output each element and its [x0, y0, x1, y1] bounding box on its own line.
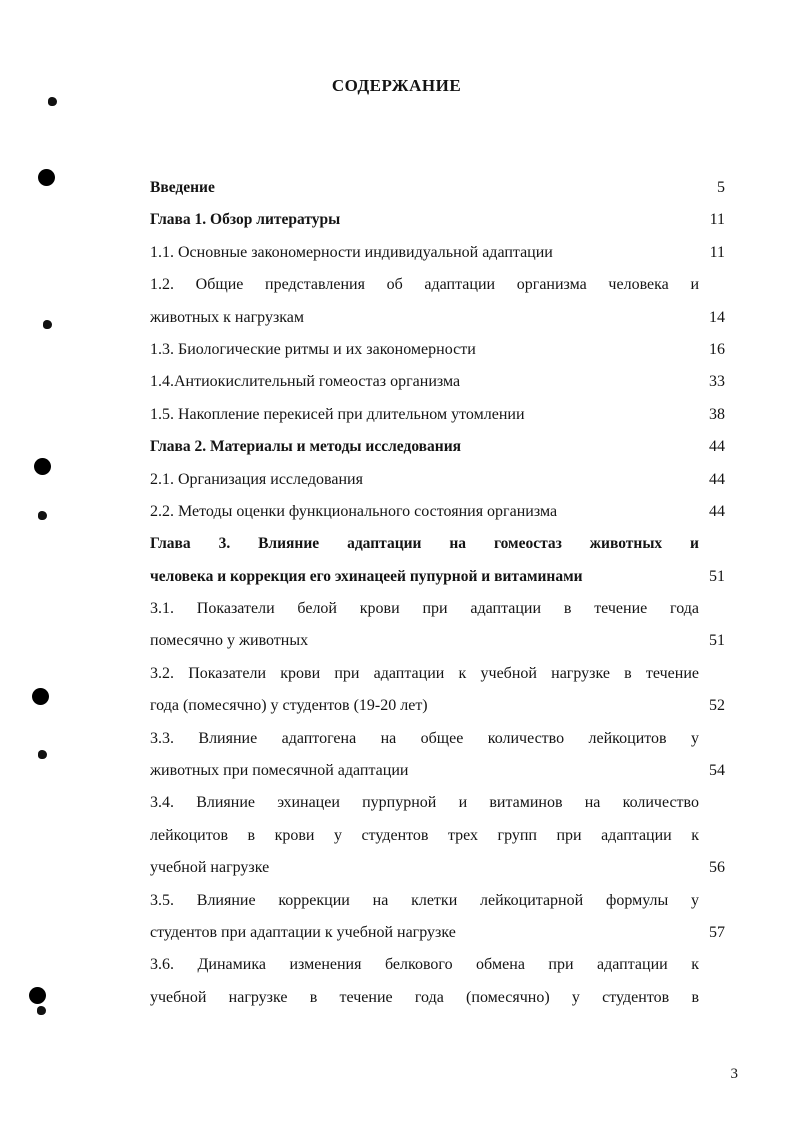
toc-line: 1.3. Биологические ритмы и их закономерности — [150, 340, 476, 358]
toc-item-text — [150, 496, 699, 528]
toc-item-text — [150, 269, 699, 334]
binder-hole — [38, 169, 55, 186]
toc-line: 1.2. Общие представления об адаптации организма человека и — [150, 276, 699, 294]
toc-entry — [150, 723, 725, 788]
toc-entry — [150, 787, 725, 884]
toc-line: животных при помесячной адаптации — [150, 762, 409, 780]
toc-line: животных к нагрузкам — [150, 308, 305, 326]
toc-heading — [150, 204, 699, 236]
toc-page-number — [699, 982, 725, 1014]
toc-line: 3.6. Динамика изменения белкового обмена при адаптации к — [150, 956, 699, 974]
scan-speck — [38, 511, 47, 520]
toc-heading — [150, 528, 699, 593]
toc-item-text — [150, 593, 699, 658]
toc-line: 3.2. Показатели крови при адаптации к учебной нагрузке в течение — [150, 664, 699, 682]
toc-entry — [150, 237, 725, 269]
toc-item-text — [150, 366, 699, 398]
toc-page-number: 5 — [717, 179, 725, 196]
toc-page-number: 38 — [709, 405, 725, 423]
toc-line: студентов при адаптации к учебной нагрузке — [150, 923, 456, 941]
toc-item-text — [150, 658, 699, 723]
toc-page-number: 51 — [709, 567, 725, 585]
toc-page-number: 56 — [709, 859, 725, 877]
toc-line: учебной нагрузке — [150, 859, 270, 877]
toc-item-text — [150, 237, 699, 269]
toc-item-text — [150, 949, 699, 1014]
toc-entry — [150, 366, 725, 398]
toc-heading — [150, 172, 699, 204]
toc-line: 1.1. Основные закономерности индивидуальной адаптации — [150, 243, 553, 261]
toc-page-number: 44 — [709, 470, 725, 488]
toc-line: 3.3. Влияние адаптогена на общее количество лейкоцитов у — [150, 729, 699, 747]
toc-line: 1.4.Антиокислительный гомеостаз организма — [150, 373, 461, 391]
binder-hole — [32, 688, 49, 705]
toc-entry — [150, 172, 725, 204]
toc-line: Глава 1. Обзор литературы — [150, 211, 341, 229]
toc-page-number: 44 — [709, 502, 725, 520]
toc-entry — [150, 399, 725, 431]
toc-entry — [150, 528, 725, 593]
toc-page-number: 11 — [709, 211, 725, 229]
toc-line: учебной нагрузке в течение года (помесячно) у студентов в — [150, 988, 699, 1006]
toc-page-number: 33 — [709, 373, 725, 391]
toc-page-number: 54 — [709, 762, 725, 780]
toc-page-number: 57 — [709, 923, 725, 941]
scan-speck — [38, 750, 47, 759]
toc-entry — [150, 658, 725, 723]
toc-entry — [150, 464, 725, 496]
toc-line: 2.2. Методы оценки функционального состояния организма — [150, 502, 558, 520]
toc-heading — [150, 431, 699, 463]
toc-line: человека и коррекция его эхинацеей пупурной и витаминами — [150, 567, 583, 585]
toc-entry — [150, 949, 725, 1014]
table-of-contents — [150, 172, 725, 1014]
toc-line: помесячно у животных — [150, 632, 309, 650]
toc-entry — [150, 334, 725, 366]
toc-page-number: 44 — [709, 438, 725, 456]
page-number: 3 — [730, 1066, 738, 1082]
toc-item-text — [150, 787, 699, 884]
toc-line: Глава 3. Влияние адаптации на гомеостаз животных и — [150, 535, 699, 553]
toc-page-number: 51 — [709, 632, 725, 650]
page-title: СОДЕРЖАНИЕ — [331, 76, 462, 95]
toc-item-text — [150, 399, 699, 431]
toc-line: 1.5. Накопление перекисей при длительном утомлении — [150, 405, 525, 423]
toc-item-text — [150, 334, 699, 366]
toc-page-number: 52 — [709, 697, 725, 715]
scan-speck — [43, 320, 52, 329]
toc-item-text — [150, 464, 699, 496]
toc-line: 3.5. Влияние коррекции на клетки лейкоцитарной формулы у — [150, 891, 699, 909]
toc-item-text — [150, 723, 699, 788]
toc-entry — [150, 204, 725, 236]
toc-entry — [150, 593, 725, 658]
scan-speck — [48, 97, 57, 106]
toc-line: 2.1. Организация исследования — [150, 470, 363, 488]
binder-hole — [34, 458, 51, 475]
toc-entry — [150, 269, 725, 334]
toc-entry — [150, 431, 725, 463]
toc-page-number: 11 — [709, 243, 725, 261]
scan-speck — [37, 1006, 46, 1015]
binder-hole — [29, 987, 46, 1004]
toc-line: Глава 2. Материалы и методы исследования — [150, 438, 462, 456]
toc-line: 3.4. Влияние эхинацеи пурпурной и витаминов на количество — [150, 794, 699, 812]
toc-line: лейкоцитов в крови у студентов трех групп при адаптации к — [150, 826, 699, 844]
toc-entry — [150, 496, 725, 528]
toc-line: Введение — [150, 179, 215, 196]
toc-line: 3.1. Показатели белой крови при адаптации в течение года — [150, 600, 699, 618]
toc-entry — [150, 885, 725, 950]
toc-item-text — [150, 885, 699, 950]
toc-page-number: 16 — [709, 340, 725, 358]
toc-page-number: 14 — [709, 308, 725, 326]
toc-line: года (помесячно) у студентов (19-20 лет) — [150, 697, 428, 715]
